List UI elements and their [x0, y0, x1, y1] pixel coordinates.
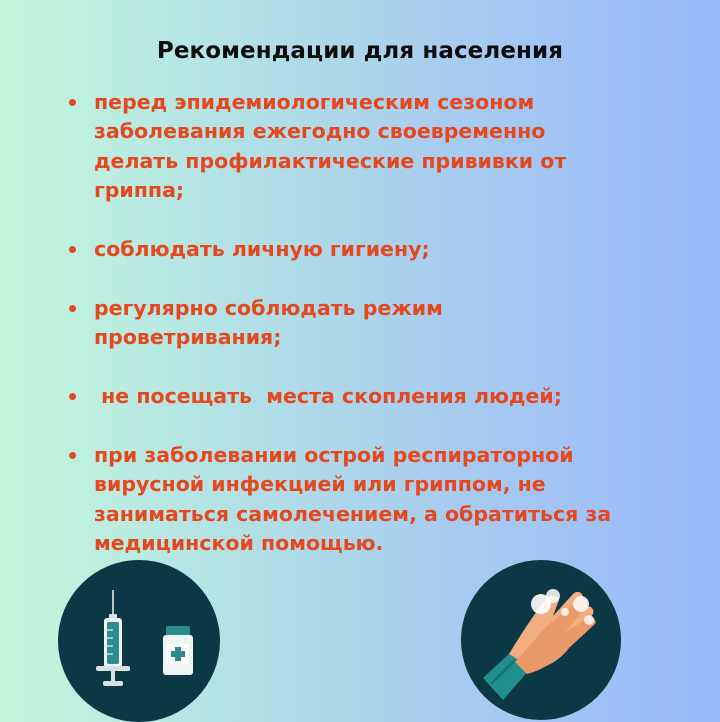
- bullet-icon: [69, 246, 76, 253]
- list-item: [68, 294, 668, 353]
- bullet-icon: [69, 99, 76, 106]
- bullet-icon: [69, 393, 76, 400]
- recommendation-text: при заболевании острой респираторной вирусной инфекцией или гриппом, не заниматься самолечением, а обратиться за медицинской помощью.: [94, 442, 612, 556]
- hand-washing-icon: [483, 589, 596, 700]
- bullet-icon: [69, 305, 76, 312]
- bullet-icon: [69, 452, 76, 459]
- vaccination-illustration: [58, 560, 220, 722]
- recommendation-text: не посещать места скопления людей;: [94, 384, 562, 409]
- page-title: Рекомендации для населения: [156, 38, 564, 64]
- recommendation-text: регулярно соблюдать режим проветривания;: [94, 295, 443, 350]
- recommendation-text: перед эпидемиологическим сезоном заболевания ежегодно своевременно делать профилактические прививки от гриппа;: [94, 90, 567, 203]
- syringe-icon: [96, 590, 130, 686]
- list-item: [68, 88, 668, 206]
- list-item: [68, 235, 668, 264]
- recommendation-text: соблюдать личную гигиену;: [94, 237, 430, 262]
- list-item: [68, 382, 668, 411]
- recommendations-list: [68, 88, 668, 588]
- hygiene-illustration: [461, 560, 621, 720]
- list-item: [68, 441, 668, 559]
- medicine-bottle-icon: [163, 626, 193, 675]
